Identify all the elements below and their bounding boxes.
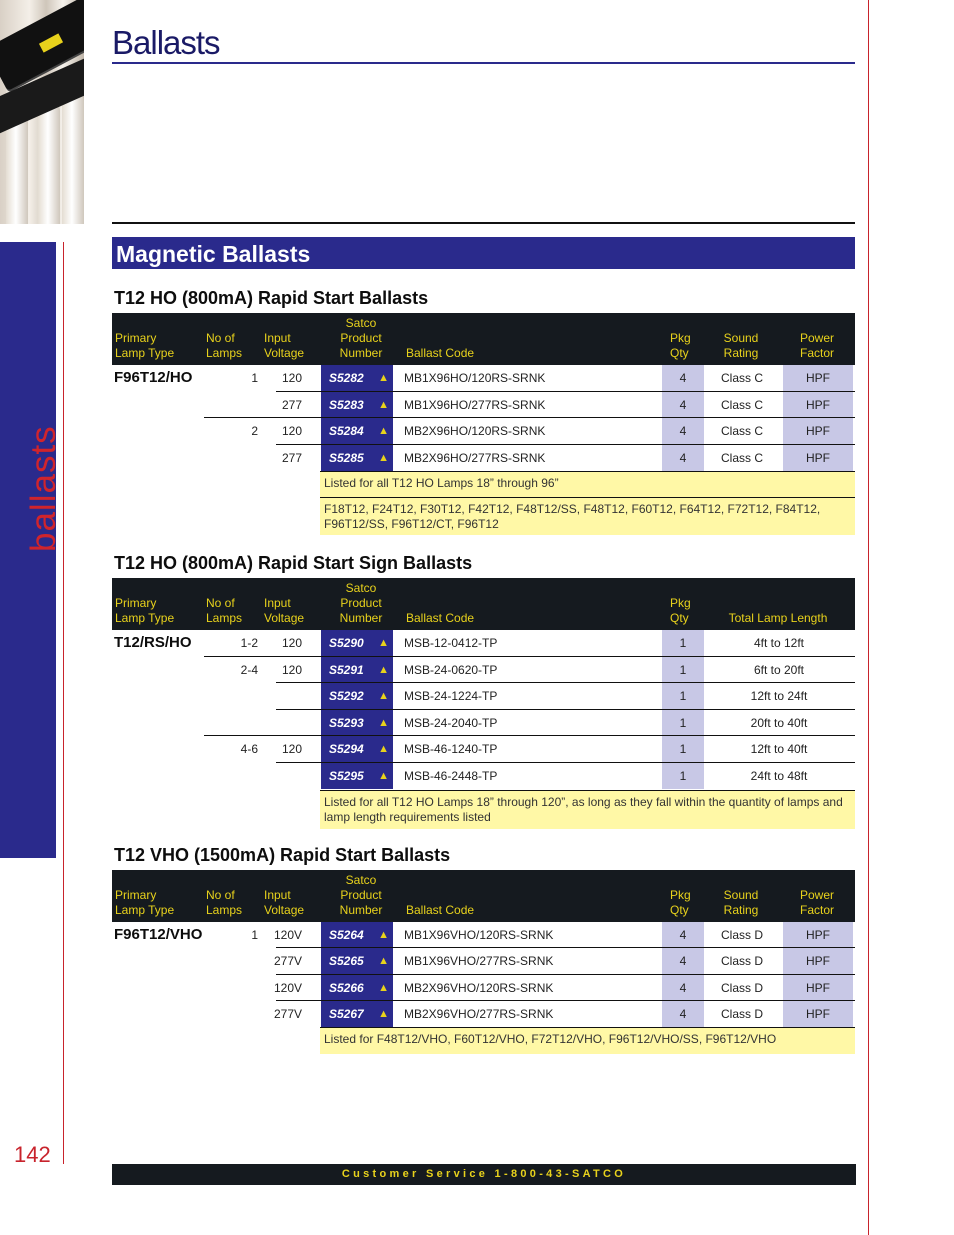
total-lamp-length: 6ft to 20ft <box>753 663 805 677</box>
ballast-code: MB1X96VHO/277RS-SRNK <box>404 954 554 968</box>
col-total-lamp-length-line: Total Lamp Length <box>728 611 828 625</box>
product-number-cell <box>321 392 393 418</box>
pkg-qty: 1 <box>662 763 704 789</box>
input-voltage <box>262 763 302 789</box>
table-header <box>112 870 855 922</box>
col-primary-lamp-type-line: Lamp Type <box>115 346 175 360</box>
lamps-count <box>210 445 258 471</box>
power-factor: HPF <box>783 975 853 1001</box>
triangle-icon: ▲ <box>378 452 389 464</box>
col-primary-lamp-type-line: Primary <box>115 888 157 902</box>
triangle-icon: ▲ <box>378 982 389 994</box>
col-pkg-qty-line: Pkg <box>670 888 691 902</box>
product-number-cell <box>321 657 393 683</box>
fluorescent-tube-image <box>38 100 60 224</box>
product-number-cell <box>321 736 393 762</box>
product-number-cell <box>321 922 393 948</box>
col-power-factor <box>784 331 850 361</box>
input-voltage: 277 <box>281 451 302 465</box>
product-number-cell <box>321 948 393 974</box>
col-power-factor-line: Power <box>799 331 834 345</box>
product-number: S5283 <box>329 398 364 412</box>
lamps-count <box>210 710 258 736</box>
col-pkg-qty <box>670 331 691 361</box>
col-product-number-line: Satco <box>345 873 377 887</box>
product-number-cell <box>321 975 393 1001</box>
sound-rating: Class D <box>720 1007 763 1021</box>
total-lamp-length: 24ft to 48ft <box>750 769 808 783</box>
col-input-voltage-line: Input <box>264 888 291 902</box>
ballast-code: MB2X96VHO/277RS-SRNK <box>404 1007 554 1021</box>
col-product-number <box>326 873 396 918</box>
col-no-of-lamps <box>206 888 242 918</box>
pkg-qty: 4 <box>662 975 704 1001</box>
input-voltage: 277 <box>281 398 302 412</box>
lamps-count <box>210 948 258 974</box>
product-number-cell <box>321 683 393 709</box>
product-number-cell <box>321 445 393 471</box>
page-number: 142 <box>14 1142 51 1167</box>
pkg-qty: 4 <box>662 418 704 444</box>
product-number-cell <box>321 630 393 656</box>
ballast-code: MB1X96HO/277RS-SRNK <box>404 398 546 412</box>
pkg-qty: 1 <box>662 710 704 736</box>
product-number: S5293 <box>329 716 364 730</box>
lamps-count: 2-4 <box>240 663 258 677</box>
col-no-of-lamps-line: No of <box>206 596 235 610</box>
triangle-icon: ▲ <box>378 399 389 411</box>
table-header <box>112 313 855 365</box>
sound-rating: Class C <box>720 451 763 465</box>
col-input-voltage-line: Voltage <box>264 611 305 625</box>
ballast-code: MB2X96HO/120RS-SRNK <box>404 424 546 438</box>
col-no-of-lamps <box>206 596 242 626</box>
ballast-code: MB2X96VHO/120RS-SRNK <box>404 981 554 995</box>
ballast-code: MSB-24-2040-TP <box>404 716 498 730</box>
total-lamp-length: 20ft to 40ft <box>750 716 808 730</box>
product-number-cell <box>321 418 393 444</box>
power-factor: HPF <box>783 392 853 418</box>
product-number-cell <box>321 763 393 789</box>
table-header <box>112 578 855 630</box>
lamps-count <box>210 975 258 1001</box>
col-primary-lamp-type <box>115 331 174 361</box>
product-number: S5266 <box>329 981 364 995</box>
section-divider <box>112 222 855 224</box>
power-factor: HPF <box>783 948 853 974</box>
product-number: S5292 <box>329 689 364 703</box>
input-voltage <box>262 683 302 709</box>
col-sound-rating <box>712 331 770 361</box>
col-input-voltage-line: Voltage <box>264 903 305 917</box>
input-voltage: 120 <box>281 663 302 677</box>
lamps-count: 2 <box>251 424 258 438</box>
product-number-cell <box>321 710 393 736</box>
col-input-voltage-line: Voltage <box>264 346 305 360</box>
total-lamp-length: 4ft to 12ft <box>753 636 805 650</box>
section-title: Magnetic Ballasts <box>112 237 855 269</box>
lamps-count: 1-2 <box>240 636 258 650</box>
ballast-code: MB2X96HO/277RS-SRNK <box>404 451 546 465</box>
col-pkg-qty-line: Qty <box>670 346 689 360</box>
col-input-voltage <box>264 888 304 918</box>
pkg-qty: 1 <box>662 736 704 762</box>
table-note: Listed for all T12 HO Lamps 18” through 96” <box>320 472 855 497</box>
table-note: Listed for all T12 HO Lamps 18” through 120”, as long as they fall within the quantity of lamps and lamp length requirements listed <box>320 791 855 829</box>
total-lamp-length: 12ft to 24ft <box>750 689 808 703</box>
pkg-qty: 4 <box>662 1001 704 1027</box>
primary-lamp-type: T12/RS/HO <box>114 634 192 651</box>
product-number: S5264 <box>329 928 364 942</box>
col-pkg-qty-line: Qty <box>670 611 689 625</box>
power-factor: HPF <box>783 1001 853 1027</box>
table-note: Listed for F48T12/VHO, F60T12/VHO, F72T12/VHO, F96T12/VHO/SS, F96T12/VHO <box>320 1028 855 1054</box>
col-ballast-code <box>406 346 474 361</box>
pkg-qty: 4 <box>662 365 704 391</box>
col-product-number-line: Product <box>340 888 382 902</box>
col-product-number-line: Number <box>339 611 383 625</box>
col-power-factor-line: Factor <box>799 346 834 360</box>
power-factor: HPF <box>783 445 853 471</box>
ballast-code: MSB-46-1240-TP <box>404 742 498 756</box>
col-no-of-lamps-line: No of <box>206 888 235 902</box>
col-pkg-qty-line: Pkg <box>670 596 691 610</box>
col-product-number <box>326 316 396 361</box>
triangle-icon: ▲ <box>378 929 389 941</box>
col-no-of-lamps-line: Lamps <box>206 346 243 360</box>
col-primary-lamp-type <box>115 888 174 918</box>
sound-rating: Class C <box>720 371 763 385</box>
pkg-qty: 4 <box>662 445 704 471</box>
product-number: S5284 <box>329 424 364 438</box>
product-number: S5265 <box>329 954 364 968</box>
product-number: S5267 <box>329 1007 364 1021</box>
col-product-number <box>326 581 396 626</box>
fluorescent-tube-image <box>62 90 84 224</box>
col-ballast-code <box>406 611 474 626</box>
triangle-icon: ▲ <box>378 372 389 384</box>
margin-rule <box>868 0 869 1235</box>
col-ballast-code-line: Ballast Code <box>406 611 475 625</box>
lamps-count <box>210 1001 258 1027</box>
col-sound-rating-line: Sound <box>723 331 759 345</box>
footer-bar: Customer Service 1-800-43-SATCO <box>112 1164 856 1185</box>
col-input-voltage-line: Input <box>264 596 291 610</box>
col-no-of-lamps-line: No of <box>206 331 235 345</box>
triangle-icon: ▲ <box>378 743 389 755</box>
pkg-qty: 4 <box>662 948 704 974</box>
col-primary-lamp-type-line: Primary <box>115 596 157 610</box>
product-number: S5282 <box>329 371 364 385</box>
sound-rating: Class D <box>720 928 763 942</box>
sound-rating: Class C <box>720 424 763 438</box>
col-pkg-qty-line: Qty <box>670 903 689 917</box>
col-sound-rating-line: Sound <box>723 888 759 902</box>
product-number: S5290 <box>329 636 364 650</box>
col-pkg-qty <box>670 596 691 626</box>
input-voltage: 120V <box>273 981 302 995</box>
col-total-lamp-length <box>712 611 844 626</box>
input-voltage: 120V <box>273 928 302 942</box>
ballast-code: MB1X96VHO/120RS-SRNK <box>404 928 554 942</box>
col-power-factor-line: Power <box>799 888 834 902</box>
title-divider <box>112 62 855 64</box>
triangle-icon: ▲ <box>378 664 389 676</box>
product-number: S5295 <box>329 769 364 783</box>
ballast-code: MB1X96HO/120RS-SRNK <box>404 371 546 385</box>
sound-rating: Class D <box>720 954 763 968</box>
col-product-number-line: Product <box>340 596 382 610</box>
input-voltage: 277V <box>273 1007 302 1021</box>
lamps-count: 1 <box>251 928 258 942</box>
triangle-icon: ▲ <box>378 425 389 437</box>
input-voltage: 277V <box>273 954 302 968</box>
product-number: S5291 <box>329 663 364 677</box>
input-voltage <box>262 710 302 736</box>
col-pkg-qty <box>670 888 691 918</box>
col-product-number-line: Satco <box>345 581 377 595</box>
pkg-qty: 4 <box>662 922 704 948</box>
col-sound-rating-line: Rating <box>723 903 759 917</box>
col-sound-rating <box>712 888 770 918</box>
pkg-qty: 1 <box>662 630 704 656</box>
product-number: S5294 <box>329 742 364 756</box>
col-no-of-lamps-line: Lamps <box>206 611 243 625</box>
col-power-factor <box>784 888 850 918</box>
col-product-number-line: Number <box>339 903 383 917</box>
lamps-count <box>210 763 258 789</box>
product-number-cell <box>321 365 393 391</box>
power-factor: HPF <box>783 365 853 391</box>
lamps-count <box>210 683 258 709</box>
triangle-icon: ▲ <box>378 690 389 702</box>
product-number: S5285 <box>329 451 364 465</box>
power-factor: HPF <box>783 922 853 948</box>
lamps-count: 1 <box>251 371 258 385</box>
input-voltage: 120 <box>281 424 302 438</box>
col-no-of-lamps <box>206 331 242 361</box>
ballast-code: MSB-12-0412-TP <box>404 636 498 650</box>
pkg-qty: 4 <box>662 392 704 418</box>
col-ballast-code-line: Ballast Code <box>406 346 475 360</box>
sidebar-label: ballasts <box>24 425 63 552</box>
ballast-code: MSB-46-2448-TP <box>404 769 498 783</box>
power-factor: HPF <box>783 418 853 444</box>
col-product-number-line: Number <box>339 346 383 360</box>
col-no-of-lamps-line: Lamps <box>206 903 243 917</box>
triangle-icon: ▲ <box>378 770 389 782</box>
primary-lamp-type: F96T12/VHO <box>114 926 203 943</box>
product-photo <box>0 0 84 224</box>
col-product-number-line: Product <box>340 331 382 345</box>
page-title: Ballasts <box>112 24 220 61</box>
col-primary-lamp-type-line: Lamp Type <box>115 903 175 917</box>
table-title: T12 HO (800mA) Rapid Start Ballasts <box>114 288 429 308</box>
col-ballast-code-line: Ballast Code <box>406 903 475 917</box>
col-ballast-code <box>406 903 474 918</box>
col-input-voltage <box>264 596 304 626</box>
col-product-number-line: Satco <box>345 316 377 330</box>
triangle-icon: ▲ <box>378 1008 389 1020</box>
col-primary-lamp-type-line: Primary <box>115 331 157 345</box>
lamps-count <box>210 392 258 418</box>
pkg-qty: 1 <box>662 683 704 709</box>
col-primary-lamp-type <box>115 596 174 626</box>
input-voltage: 120 <box>281 742 302 756</box>
col-pkg-qty-line: Pkg <box>670 331 691 345</box>
col-input-voltage <box>264 331 304 361</box>
sound-rating: Class C <box>720 398 763 412</box>
pkg-qty: 1 <box>662 657 704 683</box>
sound-rating: Class D <box>720 981 763 995</box>
triangle-icon: ▲ <box>378 717 389 729</box>
table-title: T12 HO (800mA) Rapid Start Sign Ballasts <box>114 553 473 573</box>
input-voltage: 120 <box>281 371 302 385</box>
total-lamp-length: 12ft to 40ft <box>750 742 808 756</box>
margin-rule <box>63 242 64 1164</box>
triangle-icon: ▲ <box>378 955 389 967</box>
ballast-code: MSB-24-1224-TP <box>404 689 498 703</box>
ballast-code: MSB-24-0620-TP <box>404 663 498 677</box>
lamps-count: 4-6 <box>240 742 258 756</box>
product-number-cell <box>321 1001 393 1027</box>
input-voltage: 120 <box>281 636 302 650</box>
col-input-voltage-line: Input <box>264 331 291 345</box>
col-sound-rating-line: Rating <box>723 346 759 360</box>
triangle-icon: ▲ <box>378 637 389 649</box>
primary-lamp-type: F96T12/HO <box>114 369 193 386</box>
col-power-factor-line: Factor <box>799 903 834 917</box>
table-title: T12 VHO (1500mA) Rapid Start Ballasts <box>114 845 451 865</box>
col-primary-lamp-type-line: Lamp Type <box>115 611 175 625</box>
table-note: F18T12, F24T12, F30T12, F42T12, F48T12/SS, F48T12, F60T12, F64T12, F72T12, F84T12, F96T12/SS, F96T12/CT, F96T12 <box>320 498 855 535</box>
